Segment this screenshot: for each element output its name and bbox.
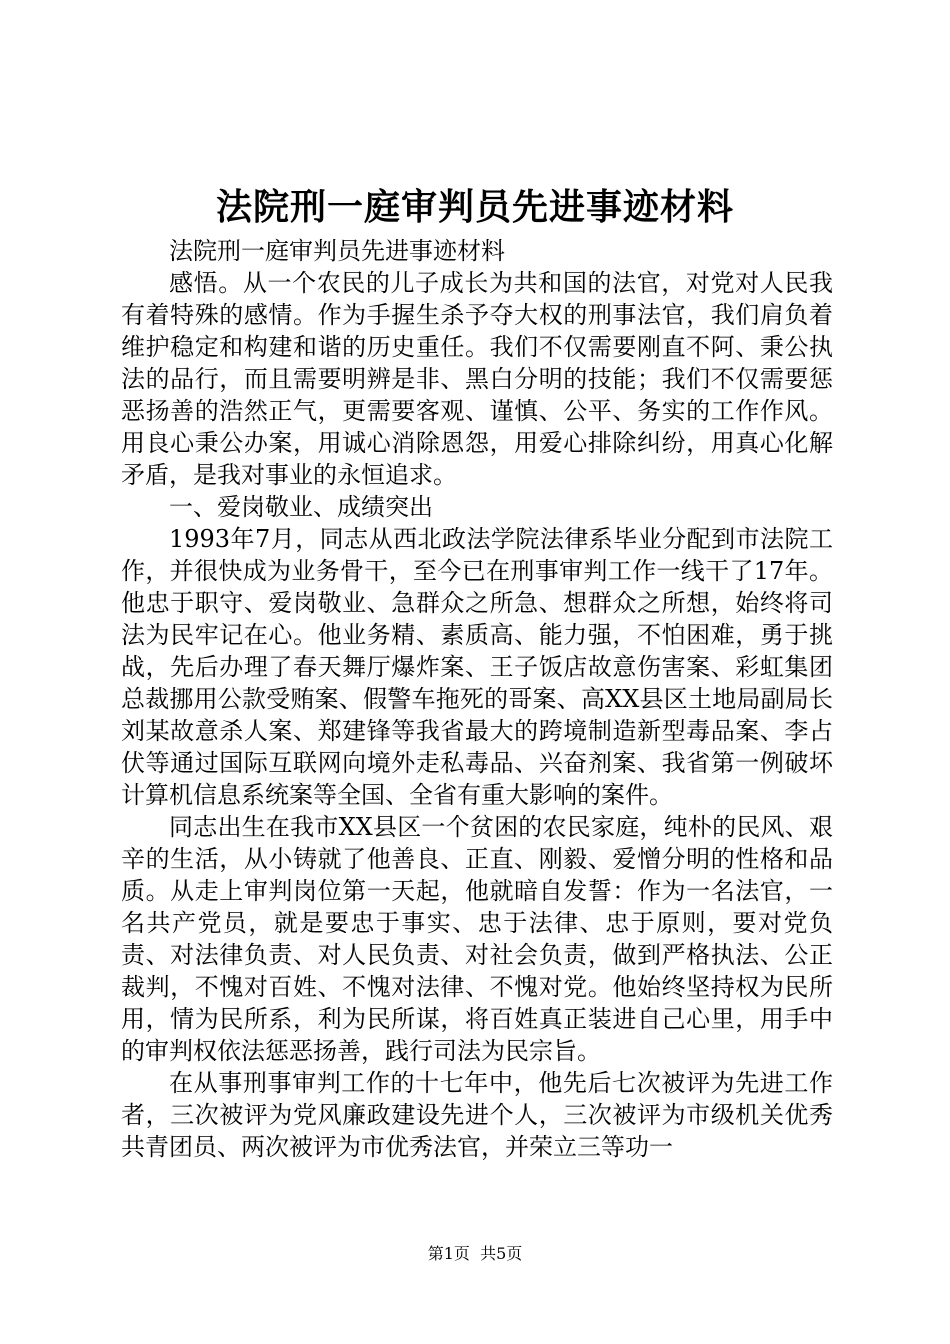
page-footer: [0, 1243, 950, 1265]
page-total: 共5页: [480, 1244, 523, 1263]
paragraph-honors: 在从事刑事审判工作的十七年中，他先后七次被评为先进工作者，三次被评为党风廉政建设先进个人，三次被评为市级机关优秀共青团员、两次被评为市优秀法官，并荣立三等功一: [121, 1069, 833, 1161]
page-number: 第1页: [427, 1244, 470, 1263]
paragraph-career: 1993年7月，同志从西北政法学院法律系毕业分配到市法院工作，并很快成为业务骨干，至今已在刑事审判工作一线干了17年。他忠于职守、爱岗敬业、急群众之所急、想群众之所想，始终将司法为民牢记在心。他业务精、素质高、能力强，不怕困难，勇于挑战，先后办理了春天舞厅爆炸案、王子饭店故意伤害案、彩虹集团总裁挪用公款受贿案、假警车拖死的哥案、高XX县区土地局副局长刘某故意杀人案、郑建锋等我省最大的跨境制造新型毒品案、李占伏等通过国际互联网向境外走私毒品、兴奋剂案、我省第一例破坏计算机信息系统案等全国、全省有重大影响的案件。: [121, 525, 833, 809]
paragraph-subtitle: 法院刑一庭审判员先进事迹材料: [169, 237, 505, 265]
section-heading: 一、爱岗敬业、成绩突出: [169, 493, 433, 521]
paragraph-background: 同志出生在我市XX县区一个贫困的农民家庭，纯朴的民风、艰辛的生活，从小铸就了他善良、正直、刚毅、爱憎分明的性格和品质。从走上审判岗位第一天起，他就暗自发誓：作为一名法官，一名共产党员，就是要忠于事实、忠于法律、忠于原则，要对党负责、对法律负责、对人民负责、对社会负责，做到严格执法、公正裁判，不愧对百姓、不愧对法律、不愧对党。他始终坚持权为民所用，情为民所系，利为民所谋，将百姓真正装进自己心里，用手中的审判权依法惩恶扬善，践行司法为民宗旨。: [121, 813, 833, 1065]
document-body: [121, 235, 833, 1163]
paragraph-intro: 感悟。从一个农民的儿子成长为共和国的法官，对党对人民我有着特殊的感情。作为手握生杀予夺大权的刑事法官，我们肩负着维护稳定和构建和谐的历史重任。我们不仅需要刚直不阿、秉公执法的品行，而且需要明辨是非、黑白分明的技能；我们不仅需要惩恶扬善的浩然正气，更需要客观、谨慎、公平、务实的工作作风。用良心秉公办案，用诚心消除恩怨，用爱心排除纠纷，用真心化解矛盾，是我对事业的永恒追求。: [121, 269, 833, 489]
footer-separator: [470, 1244, 480, 1263]
document-title: 法院刑一庭审判员先进事迹材料: [215, 186, 734, 228]
